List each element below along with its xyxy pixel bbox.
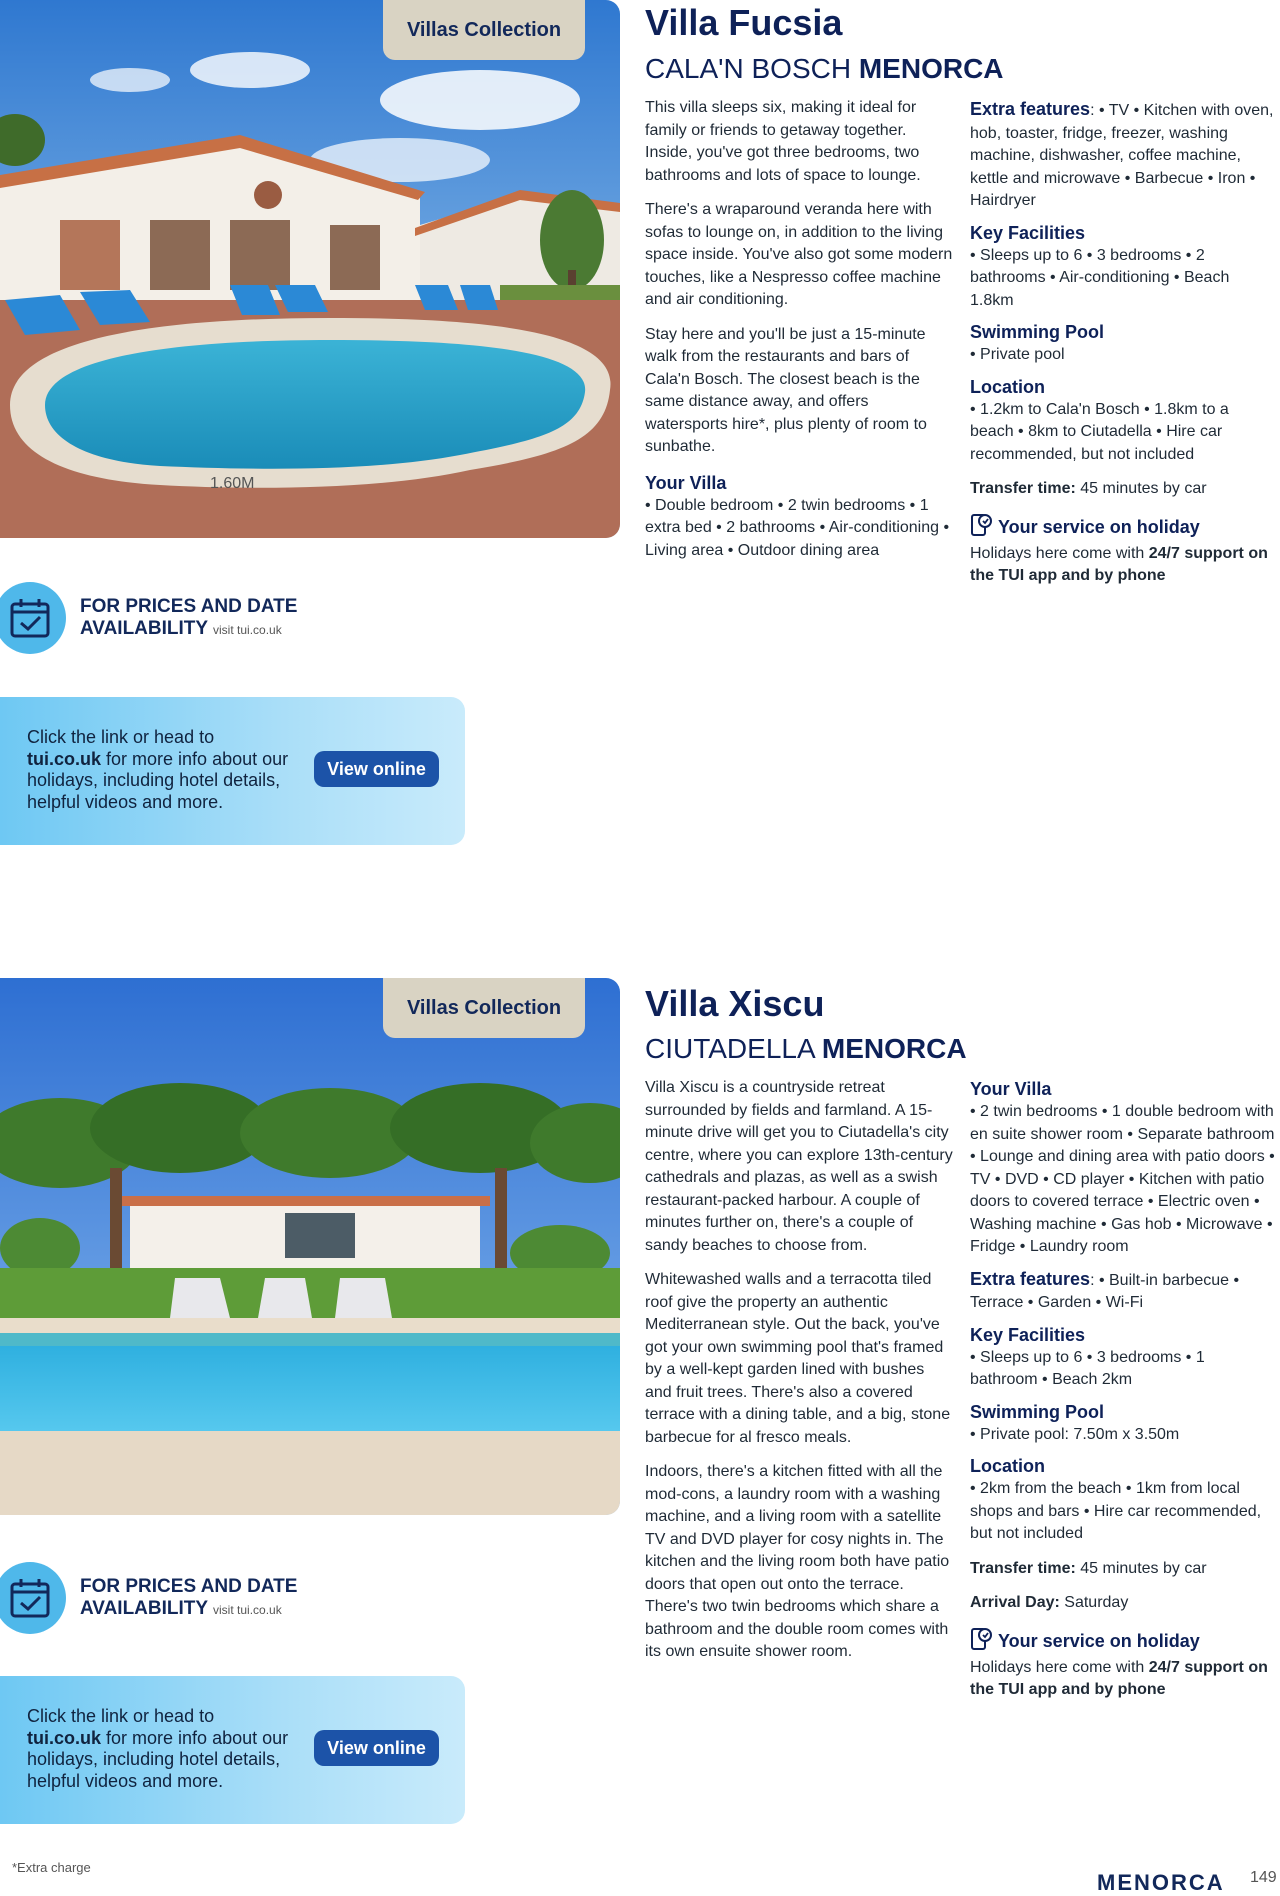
prices-line2: AVAILABILITY [80,1598,208,1619]
calendar-icon [0,582,66,654]
extra-features-block [970,97,1275,213]
swimming-pool-heading: Swimming Pool [970,1401,1105,1422]
region-name: MENORCA [821,1033,967,1064]
swimming-pool-text: • Private pool: 7.50m x 3.50m [970,1425,1180,1443]
prices-availability [0,582,400,654]
extra-features-block [970,1267,1275,1315]
swimming-pool-text: • Private pool [970,346,1065,363]
description-paragraph: There's a wraparound veranda here with sofas to lounge on, in addition to the living space inside. You've also got some modern touches, like a Nespresso coffee machine and air conditioning. [645,201,953,308]
villa-xiscu-photo [0,978,620,1515]
service-heading [970,1627,1275,1657]
transfer-label: Transfer time: [970,480,1076,497]
online-text-pre: Click the link or head to [27,727,215,747]
your-villa-text: • Double bedroom • 2 twin bedrooms • 1 extra bed • 2 bathrooms • Air-conditioning • Living area • Outdoor dining area [645,496,950,559]
online-text-post: for more info about our holidays, including hotel details, helpful videos and more. [27,748,289,812]
description-paragraph: Villa Xiscu is a countryside retreat surrounded by fields and farmland. A 15-minute drive will get you to Ciutadella's city centre, where you can explore 13th-century cathedrals and plazas, as well as a swish restaurant-packed harbour. A couple of minutes further on, there's a couple of sandy beaches to choose from. [645,1079,953,1254]
prices-line1: FOR PRICES AND DATE [80,1576,298,1597]
phone-support-icon [970,513,992,543]
online-text-post: for more info about our holidays, including hotel details, helpful videos and more. [27,1727,289,1791]
pool-depth-marking: 1.60M [210,475,255,492]
service-text-bold: 24/7 support on the TUI app and by phone [970,544,1268,584]
service-heading-text: Your service on holiday [998,1630,1200,1651]
area-name: CALA'N BOSCH [645,53,852,84]
villa-title: Villa Fucsia [645,2,843,43]
service-text-plain: Holidays here come with [970,1658,1149,1676]
arrival-label: Arrival Day: [970,1594,1060,1611]
facilities-column [970,97,1275,588]
villa-fucsia-photo [0,0,620,538]
description-paragraph: Indoors, there's a kitchen fitted with all the mod-cons, a laundry room with a washing machine, and a living room with a satellite TV and DVD player for cosy nights in. The kitchen and the living room both have patio doors that open out onto the terrace. There's two twin bedrooms which share a bathroom and the double room comes with its own ensuite shower room. [645,1463,950,1660]
collection-tab: Villas Collection [383,978,585,1038]
service-text [970,1657,1275,1702]
prices-line1: FOR PRICES AND DATE [80,596,298,617]
description-paragraph: Stay here and you'll be just a 15-minute walk from the restaurants and bars of Cala'n Bosch. The closest beach is the same distance away, and offers watersports hire*, plus plenty of room to sunbathe. [645,325,927,455]
villa-location-heading [645,1035,967,1063]
your-villa-heading: Your Villa [970,1079,1052,1099]
transfer-label: Transfer time: [970,1559,1076,1577]
prices-text [80,1576,297,1621]
service-heading-text: Your service on holiday [998,516,1200,537]
transfer-value: 45 minutes by car [1080,1559,1207,1577]
prices-visit-text: visit tui.co.uk [213,1603,282,1617]
facilities-column [970,1077,1275,1702]
prices-text [80,596,297,641]
service-text-plain: Holidays here come with [970,544,1149,562]
calendar-icon [0,1562,66,1634]
online-text-pre: Click the link or head to [27,1706,215,1726]
area-name: CIUTADELLA [645,1033,815,1064]
prices-line2: AVAILABILITY [80,618,208,639]
service-text [970,543,1275,588]
view-online-text [27,1706,307,1792]
your-villa-text: • 2 twin bedrooms • 1 double bedroom with en suite shower room • Separate bathroom • Lounge and dining area with patio doors • TV • DVD • CD player • Kitchen with patio doors to covered terrace • Electric oven • Washing machine • Gas hob • Microwave • Fridge • Laundry room [970,1103,1275,1255]
view-online-text [27,727,307,813]
key-facilities-text: • Sleeps up to 6 • 3 bedrooms • 2 bathrooms • Air-conditioning • Beach 1.8km [970,246,1230,309]
description-column [645,97,955,562]
description-paragraph: Whitewashed walls and a terracotta tiled roof give the property an authentic Mediterranean style. Out the back, you've got your own swimming pool that's framed by a well-kept garden lined with bushes and fruit trees. There's also a covered terrace with a dining table, and a big, stone barbecue for al fresco meals. [645,1271,951,1446]
extra-features-heading: Extra features [970,99,1091,119]
swimming-pool-heading: Swimming Pool [970,322,1105,342]
tui-link[interactable]: tui.co.uk [27,748,102,769]
key-facilities-heading: Key Facilities [970,1324,1086,1345]
description-column [645,1077,955,1676]
page-number: 149 [1250,1869,1277,1886]
view-online-banner [0,1676,465,1824]
transfer-time [970,1558,1275,1581]
transfer-value: 45 minutes by car [1080,480,1207,497]
transfer-time [970,478,1275,501]
arrival-value: Saturday [1064,1594,1129,1611]
collection-tab: Villas Collection [383,0,585,60]
service-text-bold: 24/7 support on the TUI app and by phone [970,1658,1268,1698]
footer-region: MENORCA [1097,1870,1225,1895]
service-heading [970,513,1275,543]
location-text: • 2km from the beach • 1km from local shops and bars • Hire car recommended, but not included [970,1480,1262,1542]
extra-features-heading: Extra features [970,1268,1091,1289]
prices-visit-text: visit tui.co.uk [213,623,282,637]
tui-link[interactable]: tui.co.uk [27,1727,102,1748]
extra-features-text: : • TV • Kitchen with oven, hob, toaster, fridge, freezer, washing machine, dishwasher, coffee machine, kettle and microwave • Barbecue • Iron • Hairdryer [970,102,1274,209]
villa-title: Villa Xiscu [645,983,825,1024]
region-name: MENORCA [858,53,1004,84]
location-heading: Location [970,376,1045,397]
your-villa-heading: Your Villa [645,472,727,493]
villa-location-heading [645,55,1004,83]
location-text: • 1.2km to Cala'n Bosch • 1.8km to a beach • 8km to Ciutadella • Hire car recommended, but not included [970,400,1229,463]
key-facilities-heading: Key Facilities [970,222,1086,243]
location-heading: Location [970,1456,1045,1476]
arrival-day [970,1592,1275,1615]
view-online-button[interactable]: View online [314,1730,439,1766]
description-paragraph: This villa sleeps six, making it ideal for family or friends to getaway together. Inside, you've got three bedrooms, two bathrooms and lots of space to lounge. [645,99,921,184]
view-online-button[interactable]: View online [314,751,439,787]
footnote: *Extra charge [12,1860,91,1875]
phone-support-icon [970,1627,992,1657]
extra-features-text: : • Built-in barbecue • Terrace • Garden • Wi-Fi [970,1271,1240,1311]
key-facilities-text: • Sleeps up to 6 • 3 bedrooms • 1 bathroom • Beach 2km [970,1348,1205,1388]
view-online-banner [0,697,465,845]
prices-availability [0,1562,400,1634]
